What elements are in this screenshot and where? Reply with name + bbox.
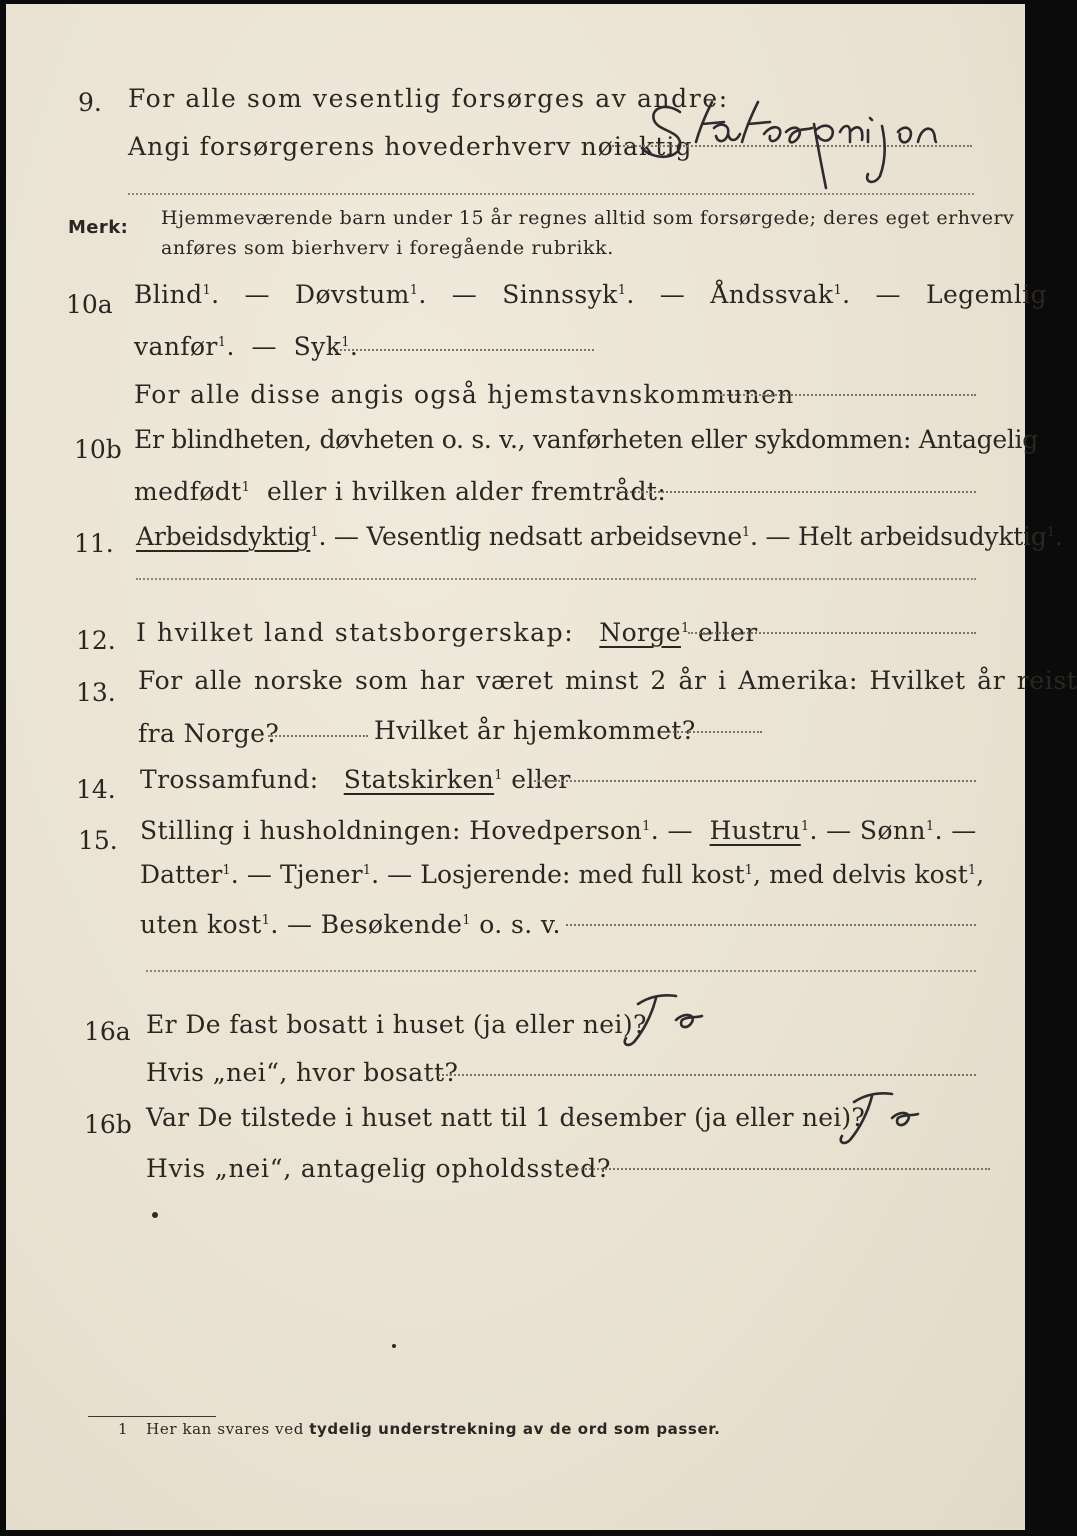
q9-extra-line <box>128 193 974 195</box>
q10b-line1: Er blindheten, døvheten o. s. v., vanførheten eller sykdommen: Antagelig <box>134 425 1038 454</box>
fn-mark: 1 <box>967 863 977 878</box>
opt-delvis-kost: , med delvis kost <box>753 860 968 889</box>
punct: . <box>226 332 235 361</box>
merk-line1: Hjemmeværende barn under 15 år regnes alltid som forsørgede; deres eget erhverv <box>161 207 1015 229</box>
q9-line1: For alle som vesentlig forsørges av andre: <box>128 84 729 113</box>
opt-tjener: . — Tjener <box>230 860 363 889</box>
q13-line2a: fra Norge? <box>138 719 280 748</box>
opt-syk: Syk <box>293 332 342 361</box>
q15-extra-line <box>146 970 976 972</box>
fn-mark: 1 <box>462 913 471 928</box>
fn-mark: 1 <box>261 913 271 928</box>
q16a-answer-line <box>438 1074 976 1076</box>
q14-number: 14. <box>76 775 116 804</box>
fn-mark: 1 <box>222 863 231 878</box>
q13-reist-line <box>268 735 368 737</box>
q13-line1: For alle norske som har været minst 2 år i Amerika: Hvilket år reist <box>138 666 1077 695</box>
merk-line2: anføres som bierhverv i foregående rubrikk. <box>161 237 614 259</box>
q14-eller: eller <box>511 765 571 794</box>
opt-sinnssyk: Sinnssyk <box>502 280 618 309</box>
q10b-answer-line <box>618 491 976 493</box>
q10a-line2 <box>134 332 358 361</box>
dash: — <box>251 332 277 361</box>
fn-mark: 1 <box>744 863 754 878</box>
q15-number: 15. <box>78 826 118 855</box>
q11-number: 11. <box>74 529 114 558</box>
opt-besokende: . — Besøkende <box>270 910 463 939</box>
opt-hovedperson: Stilling i husholdningen: Hovedperson <box>140 816 643 845</box>
fn-mark: 1 <box>494 768 503 783</box>
opt-vanfor: vanfør <box>134 332 218 361</box>
fn-mark: 1 <box>362 863 372 878</box>
opt-legemlig: Legemlig <box>925 280 1048 309</box>
footnote-plain: Her kan svares ved <box>146 1420 310 1438</box>
opt-andssvak: Åndssvak <box>710 280 834 309</box>
footnote-bold: tydelig understrekning av de ord som passer. <box>309 1420 721 1438</box>
opt-sonn: . — Sønn <box>809 816 926 845</box>
punct: . — <box>650 816 693 845</box>
opt-hustru: Hustru <box>709 816 801 845</box>
fn-mark: 1 <box>241 480 251 495</box>
q9-handwritten-answer <box>636 84 976 194</box>
q10a-syk-line <box>336 349 594 351</box>
punct: . <box>626 280 635 309</box>
q16b-number: 16b <box>84 1110 132 1139</box>
q12-number: 12. <box>76 626 116 655</box>
opt-datter: Datter <box>140 860 223 889</box>
q13-line2b: Hvilket år hjemkommet? <box>374 716 696 745</box>
fn-mark: 1 <box>217 335 227 350</box>
fn-mark: 1 <box>310 525 319 540</box>
census-form-page <box>6 4 1077 1530</box>
punct: . <box>842 280 851 309</box>
dash: — <box>451 280 478 309</box>
opt-norge: Norge <box>599 618 681 647</box>
q14-answer-line <box>534 780 976 782</box>
fn-mark: 1 <box>741 525 750 540</box>
q12-text: I hvilket land statsborgerskap: <box>136 618 575 647</box>
opt-medfodt: medfødt <box>134 477 242 506</box>
q10b-line2 <box>134 477 666 506</box>
q16a-handwritten-answer <box>616 986 726 1056</box>
q10b-number: 10b <box>74 435 122 464</box>
footnote-mark: 1 <box>118 1420 129 1438</box>
q11-line <box>136 522 1063 551</box>
punct: , <box>976 860 985 889</box>
fn-mark: 1 <box>1046 525 1055 540</box>
fn-mark: 1 <box>341 335 350 350</box>
fn-mark: 1 <box>642 819 651 834</box>
q16a-line2: Hvis „nei“, hvor bosatt? <box>146 1058 459 1087</box>
opt-full-kost: . — Losjerende: med full kost <box>371 860 745 889</box>
q12-eller: eller <box>698 618 758 647</box>
q10a-number: 10a <box>66 290 113 319</box>
q13-number: 13. <box>76 678 116 707</box>
q10a-line3: For alle disse angis også hjemstavnskommunen <box>134 380 795 409</box>
q16b-answer-line <box>566 1168 990 1170</box>
fn-mark: 1 <box>409 283 419 298</box>
q15-line1 <box>140 816 977 845</box>
opt-arbeidsdyktig: Arbeidsdyktig <box>136 522 311 551</box>
dash: — <box>244 280 270 309</box>
opt-udyktig: . — Helt arbeidsudyktig <box>750 522 1047 551</box>
q15-osv: o. s. v. <box>470 910 561 939</box>
q16a-number: 16a <box>84 1017 131 1046</box>
q10a-hjemstavn-line <box>720 394 976 396</box>
opt-dovstum: Døvstum <box>295 280 410 309</box>
punct: . <box>349 332 359 361</box>
q11-answer-line <box>136 578 976 580</box>
fn-mark: 1 <box>925 819 935 834</box>
punct: . <box>418 280 427 309</box>
punct: . — <box>934 816 977 845</box>
opt-blind: Blind <box>134 280 203 309</box>
q16b-line2: Hvis „nei“, antagelig opholdssted? <box>146 1154 612 1183</box>
q10a-line1 <box>134 280 1047 309</box>
punct: . <box>1054 522 1063 551</box>
fn-mark: 1 <box>800 819 810 834</box>
ink-speck <box>152 1212 158 1218</box>
fn-mark: 1 <box>833 283 843 298</box>
opt-uten-kost: uten kost <box>140 910 262 939</box>
dash: — <box>875 280 901 309</box>
q14-text: Trossamfund: <box>140 765 319 794</box>
ink-speck <box>392 1344 396 1348</box>
dash: — <box>659 280 686 309</box>
q13-hjemkommet-line <box>662 731 762 733</box>
q16a-line1: Er De fast bosatt i huset (ja eller nei)? <box>146 1010 647 1039</box>
footnote <box>118 1420 720 1438</box>
q9-line2: Angi forsørgerens hovederhverv nøiaktig <box>128 132 693 161</box>
fn-mark: 1 <box>617 283 627 298</box>
q16b-handwritten-answer <box>832 1086 942 1156</box>
q15-line2 <box>140 860 984 889</box>
fn-mark: 1 <box>202 283 212 298</box>
q15-line3 <box>140 910 561 939</box>
q12-line <box>136 618 758 647</box>
q12-answer-line <box>688 632 976 634</box>
q16b-line1: Var De tilstede i huset natt til 1 desember (ja eller nei)? <box>146 1103 865 1132</box>
opt-statskirken: Statskirken <box>343 765 495 794</box>
fn-mark: 1 <box>680 621 690 636</box>
footnote-rule <box>88 1416 216 1417</box>
merk-label: Merk: <box>68 217 129 238</box>
punct: . <box>211 280 220 309</box>
q15-answer-line <box>566 924 976 926</box>
opt-nedsatt: . — Vesentlig nedsatt arbeidsevne <box>318 522 742 551</box>
q14-line <box>140 765 571 794</box>
q10b-line2-rest: eller i hvilken alder fremtrådt: <box>267 477 667 506</box>
q9-number: 9. <box>78 88 102 117</box>
